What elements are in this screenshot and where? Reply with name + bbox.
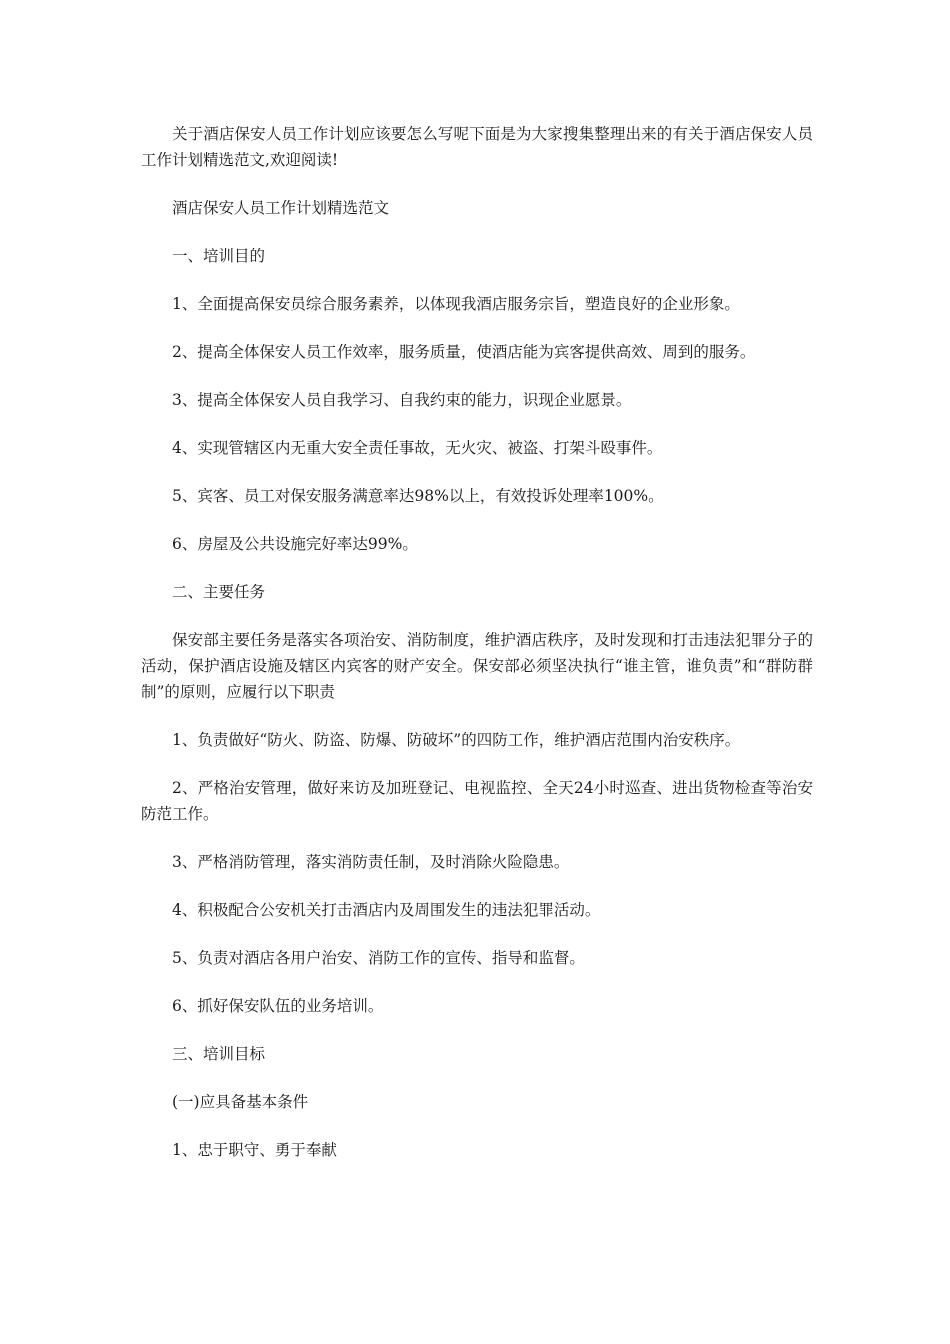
document-title: 酒店保安人员工作计划精选范文 xyxy=(172,199,390,217)
list-item: 1、负责做好“防火、防盗、防爆、防破坏”的四防工作，维护酒店范围内治安秩序。 xyxy=(172,731,741,749)
subsection-heading: (一)应具备基本条件 xyxy=(172,1093,309,1111)
document-body xyxy=(141,121,813,1185)
list-item: 4、实现管辖区内无重大安全责任事故，无火灾、被盗、打架斗殴事件。 xyxy=(172,439,663,457)
list-item: 6、抓好保安队伍的业务培训。 xyxy=(172,997,384,1015)
list-item: 3、提高全体保安人员自我学习、自我约束的能力，识现企业愿景。 xyxy=(172,391,632,409)
list-item: 2、提高全体保安人员工作效率，服务质量，使酒店能为宾客提供高效、周到的服务。 xyxy=(172,343,756,361)
body-paragraph: 保安部主要任务是落实各项治安、消防制度，维护酒店秩序，及时发现和打击违法犯罪分子的活动，保护酒店设施及辖区内宾客的财产安全。保安部必须坚决执行“谁主管，谁负责”和“群防群制”的原则，应履行以下职责 xyxy=(141,631,813,701)
list-item: 1、全面提高保安员综合服务素养，以体现我酒店服务宗旨，塑造良好的企业形象。 xyxy=(172,295,740,313)
section-heading-training-goals: 三、培训目标 xyxy=(172,1045,266,1063)
list-item: 1、忠于职守、勇于奉献 xyxy=(172,1141,337,1159)
section-heading-training-purpose: 一、培训目的 xyxy=(172,247,266,265)
section-heading-main-tasks: 二、主要任务 xyxy=(172,583,266,601)
list-item: 4、积极配合公安机关打击酒店内及周围发生的违法犯罪活动。 xyxy=(172,901,601,919)
list-item: 5、负责对酒店各用户治安、消防工作的宣传、指导和监督。 xyxy=(172,949,585,967)
list-item: 2、严格治安管理，做好来访及加班登记、电视监控、全天24小时巡查、进出货物检查等治安防范工作。 xyxy=(141,779,813,823)
list-item: 5、宾客、员工对保安服务满意率达98%以上，有效投诉处理率100%。 xyxy=(172,487,664,505)
list-item: 3、严格消防管理，落实消防责任制，及时消除火险隐患。 xyxy=(172,853,570,871)
list-item: 6、房屋及公共设施完好率达99%。 xyxy=(172,535,418,553)
intro-paragraph: 关于酒店保安人员工作计划应该要怎么写呢下面是为大家搜集整理出来的有关于酒店保安人员工作计划精选范文,欢迎阅读! xyxy=(141,125,813,169)
